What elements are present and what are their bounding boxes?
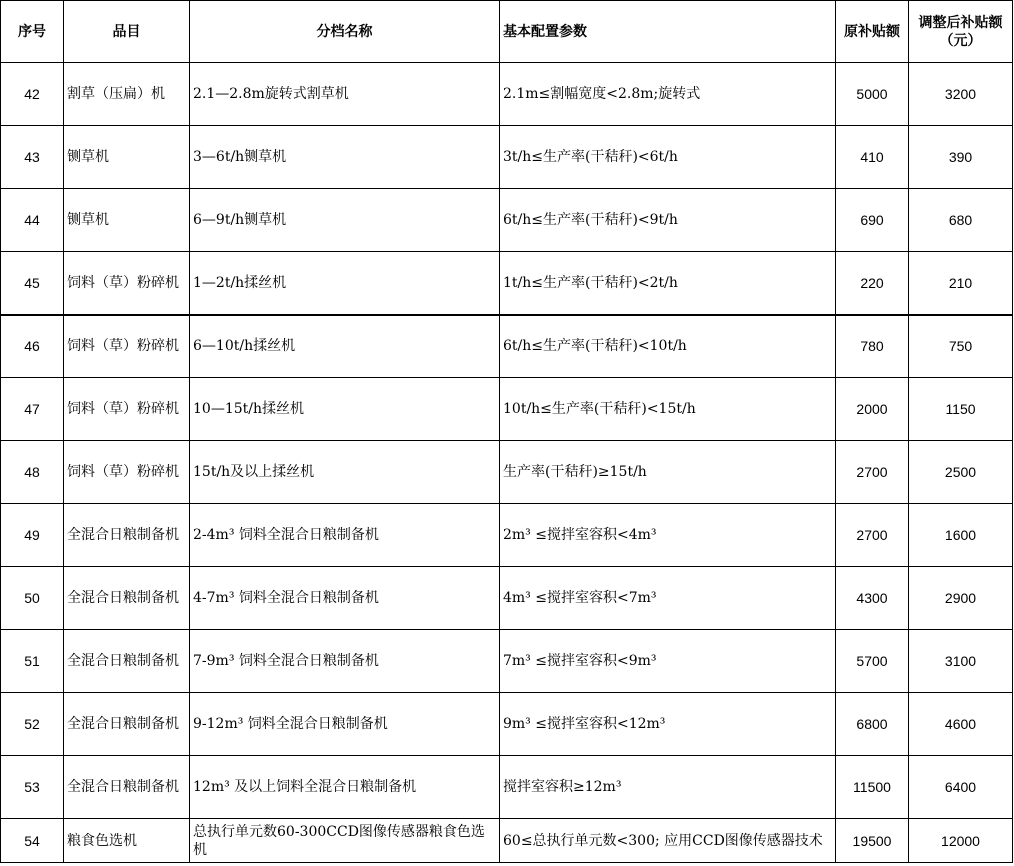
- cell-seq: 53: [1, 756, 64, 819]
- cell-tier: 总执行单元数60-300CCD图像传感器粮食色选机: [190, 819, 500, 863]
- cell-orig: 780: [836, 315, 909, 378]
- header-orig: 原补贴额: [836, 1, 909, 63]
- cell-adjusted: 750: [909, 315, 1013, 378]
- cell-config: 6t/h≤生产率(干秸秆)<10t/h: [500, 315, 836, 378]
- cell-orig: 220: [836, 252, 909, 315]
- cell-tier: 9-12m³ 饲料全混合日粮制备机: [190, 693, 500, 756]
- cell-item: 全混合日粮制备机: [64, 630, 190, 693]
- cell-seq: 50: [1, 567, 64, 630]
- cell-config: 1t/h≤生产率(干秸秆)<2t/h: [500, 252, 836, 315]
- table-row: [1, 378, 1013, 441]
- cell-item: 全混合日粮制备机: [64, 756, 190, 819]
- cell-config: 9m³ ≤搅拌室容积<12m³: [500, 693, 836, 756]
- cell-item: 铡草机: [64, 126, 190, 189]
- cell-tier: 2-4m³ 饲料全混合日粮制备机: [190, 504, 500, 567]
- cell-seq: 52: [1, 693, 64, 756]
- header-item: 品目: [64, 1, 190, 63]
- cell-adjusted: 6400: [909, 756, 1013, 819]
- cell-adjusted: 2900: [909, 567, 1013, 630]
- cell-seq: 51: [1, 630, 64, 693]
- cell-item: 全混合日粮制备机: [64, 693, 190, 756]
- table-row: [1, 567, 1013, 630]
- cell-item: 饲料（草）粉碎机: [64, 378, 190, 441]
- cell-orig: 5000: [836, 63, 909, 126]
- cell-seq: 42: [1, 63, 64, 126]
- cell-seq: 43: [1, 126, 64, 189]
- cell-config: 6t/h≤生产率(干秸秆)<9t/h: [500, 189, 836, 252]
- cell-tier: 10—15t/h揉丝机: [190, 378, 500, 441]
- cell-orig: 690: [836, 189, 909, 252]
- table-row: [1, 630, 1013, 693]
- cell-adjusted: 3100: [909, 630, 1013, 693]
- cell-seq: 48: [1, 441, 64, 504]
- cell-adjusted: 1150: [909, 378, 1013, 441]
- cell-orig: 5700: [836, 630, 909, 693]
- cell-adjusted: 12000: [909, 819, 1013, 863]
- cell-tier: 7-9m³ 饲料全混合日粮制备机: [190, 630, 500, 693]
- header-adjusted: 调整后补贴额（元）: [909, 1, 1013, 63]
- table-row: [1, 126, 1013, 189]
- cell-item: 全混合日粮制备机: [64, 567, 190, 630]
- table-row: [1, 441, 1013, 504]
- header-seq: 序号: [1, 1, 64, 63]
- cell-adjusted: 3200: [909, 63, 1013, 126]
- cell-tier: 2.1—2.8m旋转式割草机: [190, 63, 500, 126]
- cell-item: 饲料（草）粉碎机: [64, 315, 190, 378]
- cell-adjusted: 210: [909, 252, 1013, 315]
- cell-orig: 6800: [836, 693, 909, 756]
- cell-orig: 2000: [836, 378, 909, 441]
- cell-config: 3t/h≤生产率(干秸秆)<6t/h: [500, 126, 836, 189]
- cell-seq: 47: [1, 378, 64, 441]
- cell-seq: 45: [1, 252, 64, 315]
- cell-orig: 4300: [836, 567, 909, 630]
- table-row: [1, 693, 1013, 756]
- cell-adjusted: 2500: [909, 441, 1013, 504]
- cell-orig: 410: [836, 126, 909, 189]
- table-row: [1, 63, 1013, 126]
- cell-orig: 2700: [836, 441, 909, 504]
- cell-tier: 1—2t/h揉丝机: [190, 252, 500, 315]
- cell-adjusted: 390: [909, 126, 1013, 189]
- cell-tier: 6—9t/h铡草机: [190, 189, 500, 252]
- cell-seq: 44: [1, 189, 64, 252]
- cell-item: 粮食色选机: [64, 819, 190, 863]
- table-row: [1, 252, 1013, 315]
- cell-item: 饲料（草）粉碎机: [64, 441, 190, 504]
- cell-config: 4m³ ≤搅拌室容积<7m³: [500, 567, 836, 630]
- table-row: [1, 756, 1013, 819]
- cell-orig: 11500: [836, 756, 909, 819]
- header-row: [1, 1, 1013, 63]
- cell-item: 饲料（草）粉碎机: [64, 252, 190, 315]
- table-row: [1, 315, 1013, 378]
- cell-config: 生产率(干秸秆)≥15t/h: [500, 441, 836, 504]
- cell-seq: 54: [1, 819, 64, 863]
- cell-adjusted: 1600: [909, 504, 1013, 567]
- cell-seq: 49: [1, 504, 64, 567]
- table-row: [1, 819, 1013, 863]
- cell-item: 全混合日粮制备机: [64, 504, 190, 567]
- cell-tier: 15t/h及以上揉丝机: [190, 441, 500, 504]
- cell-config: 2m³ ≤搅拌室容积<4m³: [500, 504, 836, 567]
- cell-config: 7m³ ≤搅拌室容积<9m³: [500, 630, 836, 693]
- cell-tier: 12m³ 及以上饲料全混合日粮制备机: [190, 756, 500, 819]
- header-tier: 分档名称: [190, 1, 500, 63]
- cell-config: 60≤总执行单元数<300; 应用CCD图像传感器技术: [500, 819, 836, 863]
- cell-item: 割草（压扁）机: [64, 63, 190, 126]
- table-row: [1, 189, 1013, 252]
- cell-tier: 6—10t/h揉丝机: [190, 315, 500, 378]
- header-config: 基本配置参数: [500, 1, 836, 63]
- cell-tier: 3—6t/h铡草机: [190, 126, 500, 189]
- cell-config: 搅拌室容积≥12m³: [500, 756, 836, 819]
- cell-adjusted: 680: [909, 189, 1013, 252]
- table-row: [1, 504, 1013, 567]
- cell-config: 10t/h≤生产率(干秸秆)<15t/h: [500, 378, 836, 441]
- cell-config: 2.1m≤割幅宽度<2.8m;旋转式: [500, 63, 836, 126]
- cell-tier: 4-7m³ 饲料全混合日粮制备机: [190, 567, 500, 630]
- cell-item: 铡草机: [64, 189, 190, 252]
- cell-orig: 2700: [836, 504, 909, 567]
- cell-orig: 19500: [836, 819, 909, 863]
- cell-seq: 46: [1, 315, 64, 378]
- cell-adjusted: 4600: [909, 693, 1013, 756]
